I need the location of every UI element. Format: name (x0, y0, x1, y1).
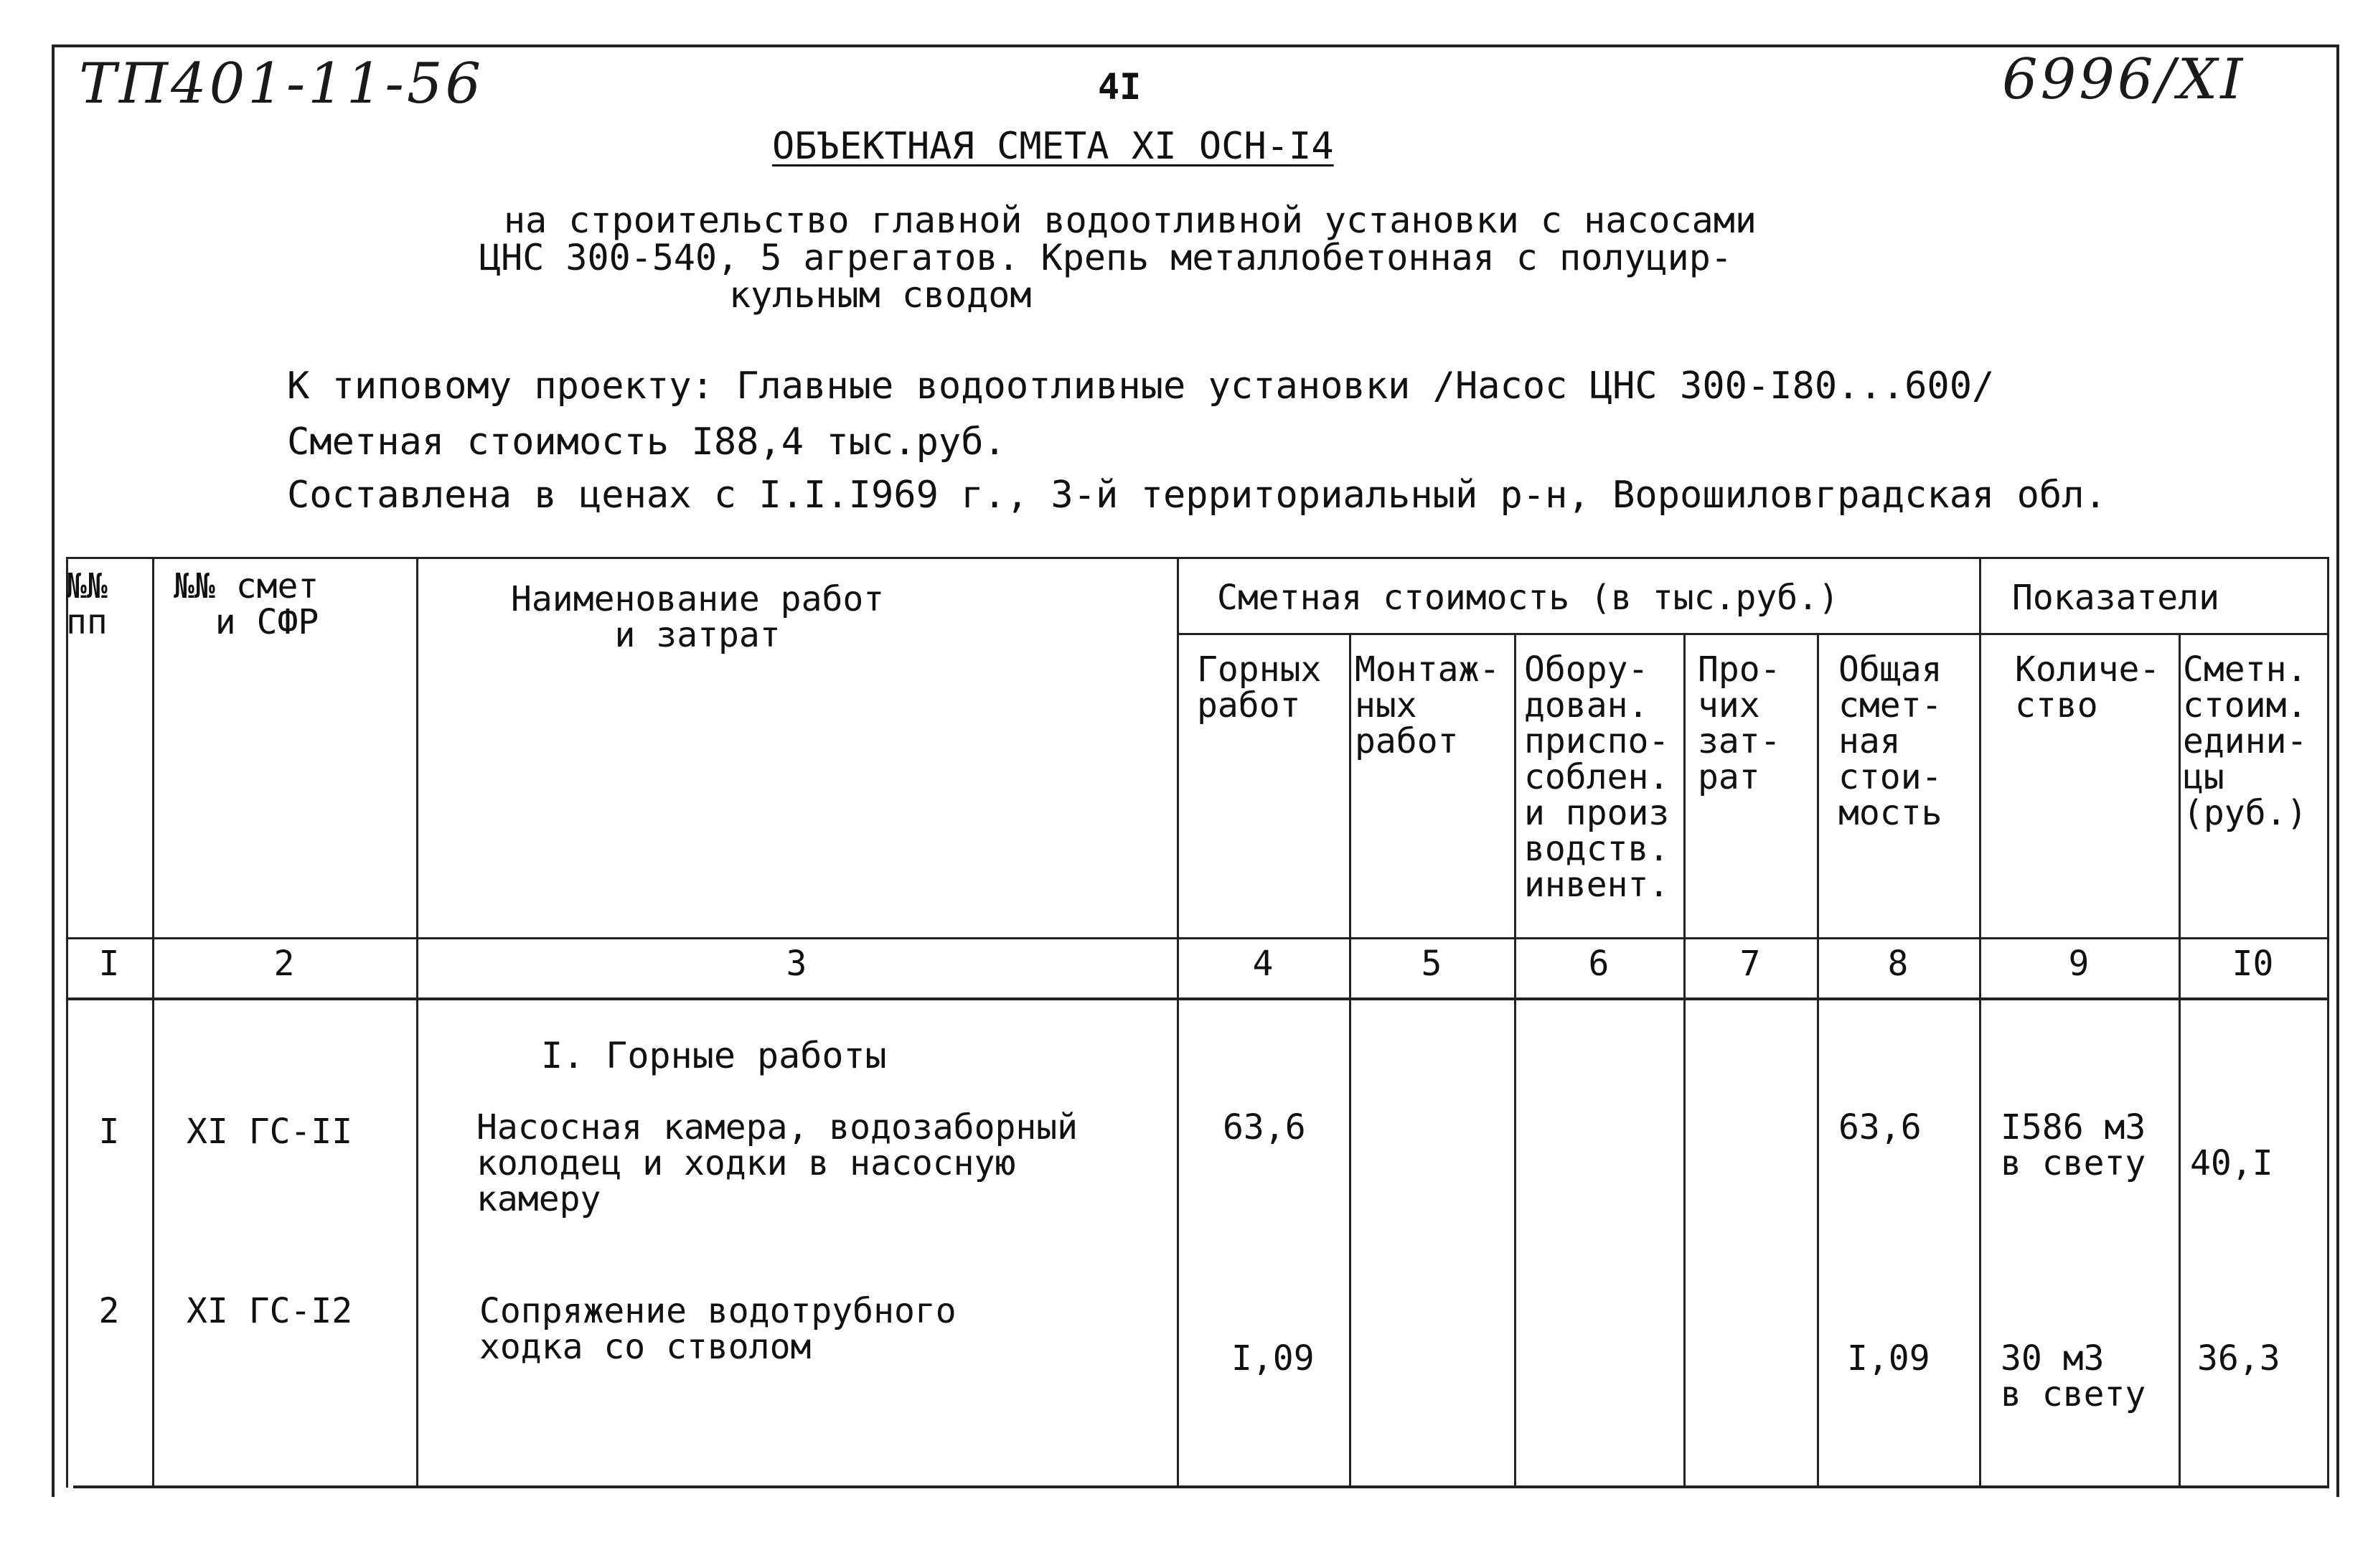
archive-number: 6996/XI (2002, 47, 2246, 112)
column-numbers-bottom-border (66, 997, 2329, 1000)
document-title: ОБЪЕКТНАЯ СМЕТА XI ОСН-I4 (772, 125, 1334, 168)
subtitle-line-3: кульным сводом (729, 274, 1032, 316)
price-basis: Составлена в ценах с I.I.I969 г., 3-й территориальный р-н, Ворошиловградская обл. (287, 474, 2107, 517)
column-number: 3 (786, 944, 807, 984)
section-title: I. Горные работы (541, 1035, 887, 1076)
document-code: ТП401-11-56 (79, 52, 484, 116)
column-divider-7 (1817, 633, 1819, 1488)
column-number: I (98, 944, 120, 984)
column-number: I0 (2232, 944, 2274, 984)
row-unit-cost: 40,I (2190, 1143, 2273, 1183)
column-divider-9 (2179, 633, 2181, 1488)
table-bottom-border (73, 1485, 2329, 1488)
row-mining-cost: I,09 (1231, 1338, 1315, 1379)
row-number: 2 (98, 1291, 120, 1331)
row-quantity: I586 м3 в свету (2001, 1107, 2146, 1183)
row-total-cost: 63,6 (1838, 1107, 1922, 1147)
row-work-name: Сопряжение водотрубного ходка со стволом (479, 1291, 957, 1367)
header-indicators-group: Показатели (2012, 578, 2219, 618)
project-reference: К типовому проекту: Главные водоотливные установки /Насос ЦНС 300-I80...600/ (287, 365, 1995, 408)
row-number: I (98, 1112, 120, 1152)
cost-table (66, 557, 2329, 1488)
column-number: 9 (2068, 944, 2090, 984)
page-number: 4I (1098, 66, 1142, 108)
row-total-cost: I,09 (1847, 1338, 1930, 1379)
column-divider-1 (152, 557, 154, 1488)
header-work-name: Наименование работ и затрат (511, 579, 885, 655)
column-divider-3 (1177, 557, 1179, 1488)
column-divider-4 (1349, 633, 1351, 1488)
table-top-border (66, 557, 2329, 559)
column-number: 2 (273, 944, 295, 984)
column-number: 4 (1252, 944, 1274, 984)
row-mining-cost: 63,6 (1223, 1107, 1306, 1147)
table-right-border (2327, 557, 2329, 1488)
column-divider-6 (1683, 633, 1686, 1488)
column-number: 6 (1588, 944, 1610, 984)
row-work-name: Насосная камера, водозаборный колодец и ходки в насосную камеру (476, 1107, 1079, 1219)
column-divider-2 (416, 557, 418, 1488)
column-divider-8 (1979, 557, 1981, 1488)
header-equipment: Обору- дован. приспо- соблен. и произ водств. инвент. (1524, 649, 1670, 905)
header-estimated-cost-group: Сметная стоимость (в тыс.руб.) (1217, 578, 1839, 618)
row-estimate-code: XI ГС-II (187, 1112, 353, 1152)
column-number: 5 (1421, 944, 1442, 984)
subtitle-line-2: ЦНС 300-540, 5 агрегатов. Крепь металлобетонная с полуцир- (479, 237, 1732, 278)
header-bottom-border (66, 937, 2329, 939)
header-estimate-number: №№ смет и СФР (174, 566, 319, 642)
header-mining-work: Горных работ (1197, 649, 1322, 726)
column-number: 8 (1887, 944, 1909, 984)
row-unit-cost: 36,3 (2197, 1338, 2280, 1379)
header-other-costs: Про- чих зат- рат (1698, 649, 1781, 797)
row-quantity: 30 м3 в свету (2001, 1338, 2146, 1414)
header-row-number: №№ пп (66, 566, 108, 642)
column-divider-5 (1514, 633, 1516, 1488)
column-number: 7 (1739, 944, 1761, 984)
header-installation-work: Монтаж- ных работ (1355, 649, 1500, 761)
header-unit-cost: Сметн. стоим. едини- цы (руб.) (2183, 649, 2308, 833)
header-total-cost: Общая смет- ная стои- мость (1838, 649, 1942, 833)
row-estimate-code: XI ГС-I2 (187, 1291, 353, 1331)
table-left-border (66, 557, 68, 1488)
header-quantity: Количе- ство (2015, 649, 2161, 726)
estimated-cost: Сметная стоимость I88,4 тыс.руб. (287, 421, 1006, 464)
subtitle-line-1: на строительство главной водоотливной установки с насосами (504, 199, 1757, 241)
